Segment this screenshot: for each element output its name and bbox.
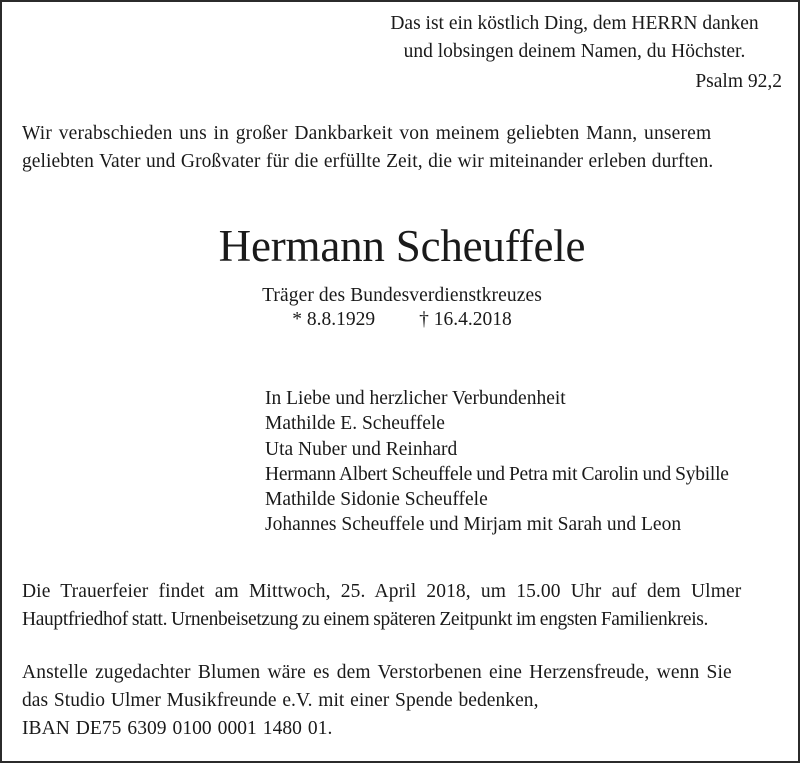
service-line-2: Hauptfriedhof statt. Urnenbeisetzung zu einem späteren Zeitpunkt im engsten Familienkreis.	[22, 609, 709, 630]
quote-source: Psalm 92,2	[695, 71, 782, 92]
service-line-1: Die Trauerfeier findet am Mittwoch, 25. April 2018, um 15.00 Uhr auf dem Ulmer	[22, 581, 742, 602]
donation-line-2: das Studio Ulmer Musikfreunde e.V. mit einer Spende bedenken,	[22, 690, 539, 711]
donation-line-1: Anstelle zugedachter Blumen wäre es dem Verstorbenen eine Herzensfreude, wenn Sie	[22, 662, 732, 683]
family-member: Uta Nuber und Reinhard	[265, 438, 458, 460]
intro-line-2: geliebten Vater und Großvater für die erfüllte Zeit, die wir miteinander erleben durften.	[22, 151, 714, 172]
scripture-quote	[367, 10, 782, 96]
family-member: Mathilde Sidonie Scheuffele	[265, 489, 488, 511]
family-intro: In Liebe und herzlicher Verbundenheit	[265, 388, 566, 409]
donation-request	[22, 659, 782, 743]
donation-iban: IBAN DE75 6309 0100 0001 1480 01.	[22, 718, 333, 739]
quote-line-2: und lobsingen deinem Namen, du Höchster.	[403, 41, 746, 62]
deceased-name: Hermann Scheuffele	[218, 221, 586, 271]
intro-line-1: Wir verabschieden uns in großer Dankbarkeit von meinem geliebten Mann, unserem	[22, 123, 712, 144]
family-member: Mathilde E. Scheuffele	[265, 413, 445, 435]
deceased-dates	[22, 307, 782, 332]
death-date: † 16.4.2018	[419, 309, 512, 330]
birth-date: * 8.8.1929	[292, 309, 376, 330]
family-member: Johannes Scheuffele und Mirjam mit Sarah und Leon	[265, 514, 682, 536]
service-details	[22, 578, 782, 634]
family-block	[265, 386, 785, 538]
family-member: Hermann Albert Scheuffele und Petra mit Carolin und Sybille	[265, 463, 729, 485]
quote-line-1: Das ist ein köstlich Ding, dem HERRN danken	[390, 13, 759, 34]
intro-paragraph	[22, 120, 782, 176]
notice-content	[22, 2, 782, 761]
deceased-honor: Träger des Bundesverdienstkreuzes	[262, 285, 542, 306]
